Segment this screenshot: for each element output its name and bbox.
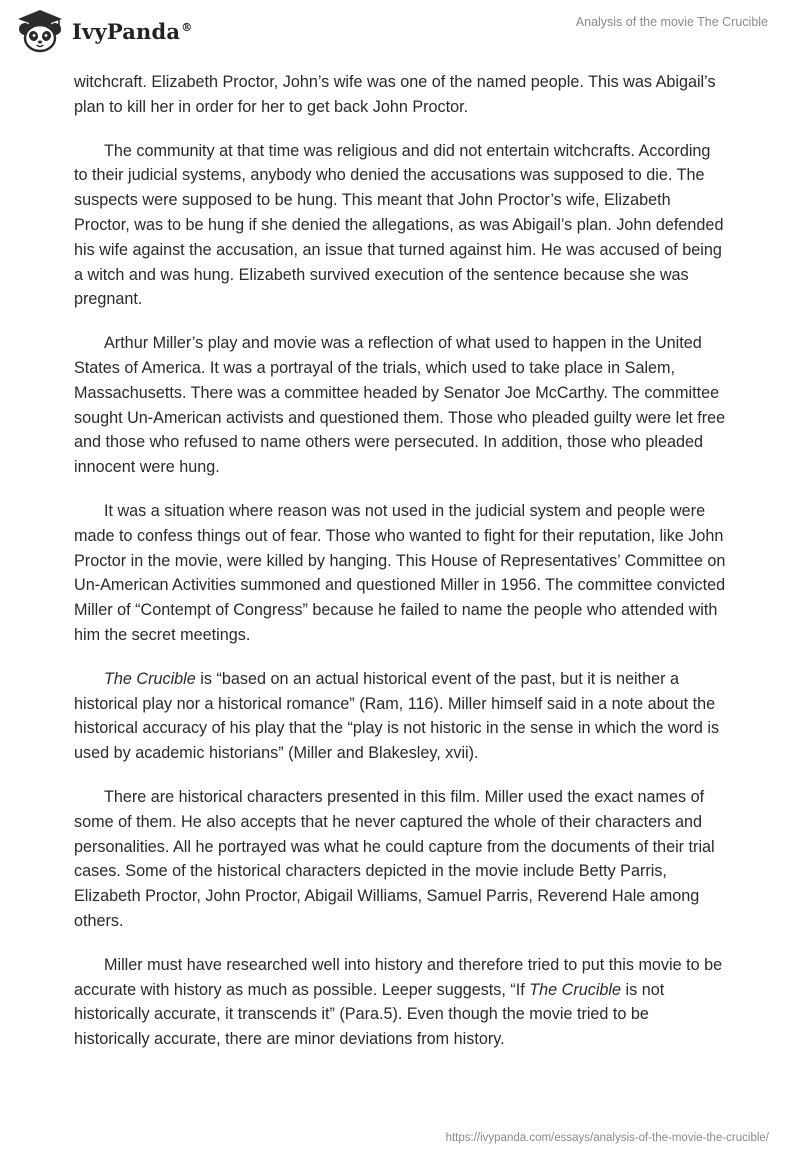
source-url-link[interactable]: https://ivypanda.com/essays/analysis-of-the-movie-the-crucible/ bbox=[445, 1132, 769, 1144]
essay-body bbox=[74, 70, 726, 1071]
paragraph-6: There are historical characters presented in this film. Miller used the exact names of some of them. He also accepts that he never captured the whole of their characters and personalities. All he portrayed was what he could capture from the documents of their trial cases. Some of the historical characters depicted in the movie include Betty Parris, Elizabeth Proctor, John Proctor, Abigail Williams, Samuel Parris, Reverend Hale among others. bbox=[74, 787, 715, 930]
document-title: Analysis of the movie The Crucible bbox=[575, 15, 768, 29]
book-title-italic: The Crucible bbox=[529, 980, 622, 999]
paragraph-2: The community at that time was religious and did not entertain witchcrafts. According to their judicial systems, anybody who denied the accusations was supposed to die. The suspects were supposed to be hung. This meant that John Proctor’s wife, Elizabeth Proctor, was to be hung if she denied the allegations, as was Abigail’s plan. John defended his wife against the accusation, an issue that turned against him. He was accused of being a witch and was hung. Elizabeth survived execution of the sentence because she was pregnant. bbox=[74, 141, 724, 309]
paragraph-7-text-after: is not historically accurate, it transcends it” (Para.5). Even though the movie tried to be historically accurate, there are minor deviations from history. bbox=[74, 980, 665, 1049]
registered-mark: ® bbox=[181, 20, 193, 34]
paragraph-7 bbox=[74, 953, 726, 1052]
ivypanda-logo[interactable] bbox=[14, 8, 192, 54]
logo-wordmark: IvyPanda® bbox=[72, 18, 193, 44]
panda-graduate-icon bbox=[14, 8, 66, 54]
page-header bbox=[0, 0, 800, 64]
paragraph-5 bbox=[74, 667, 726, 766]
paragraph-7-text-before: Miller must have researched well into history and therefore tried to put this movie to be accurate with history as much as possible. Leeper suggests, “If bbox=[74, 955, 723, 999]
book-title-italic: The Crucible bbox=[104, 669, 196, 688]
paragraph-5-text: is “based on an actual historical event of the past, but it is neither a historical play nor a historical romance” (Ram, 116). Miller himself said in a note about the historical accuracy of his play that the “play is not historic in the sense in which the word is used by academic historians” (Miller and Blakesley, xvii). bbox=[74, 669, 720, 763]
paragraph-4: It was a situation where reason was not used in the judicial system and people were made to confess things out of fear. Those who wanted to fight for their reputation, like John Proctor in the movie, were killed by hanging. This House of Representatives’ Committee on Un-American Activities summoned and questioned Miller in 1956. The committee convicted Miller of “Contempt of Congress” because he failed to name the people who attended with him the secret meetings. bbox=[74, 501, 726, 644]
paragraph-1: witchcraft. Elizabeth Proctor, John’s wife was one of the named people. This was Abigail’s plan to kill her in order for her to get back John Proctor. bbox=[74, 73, 716, 116]
paragraph-3: Arthur Miller’s play and movie was a reflection of what used to happen in the United States of America. It was a portrayal of the trials, which used to take place in Salem, Massachusetts. There was a committee headed by Senator Joe McCarthy. The committee sought Un-American activists and questioned them. Those who pleaded guilty were let free and those who refused to name others were persecuted. In addition, those who pleaded innocent were hung. bbox=[74, 334, 726, 477]
